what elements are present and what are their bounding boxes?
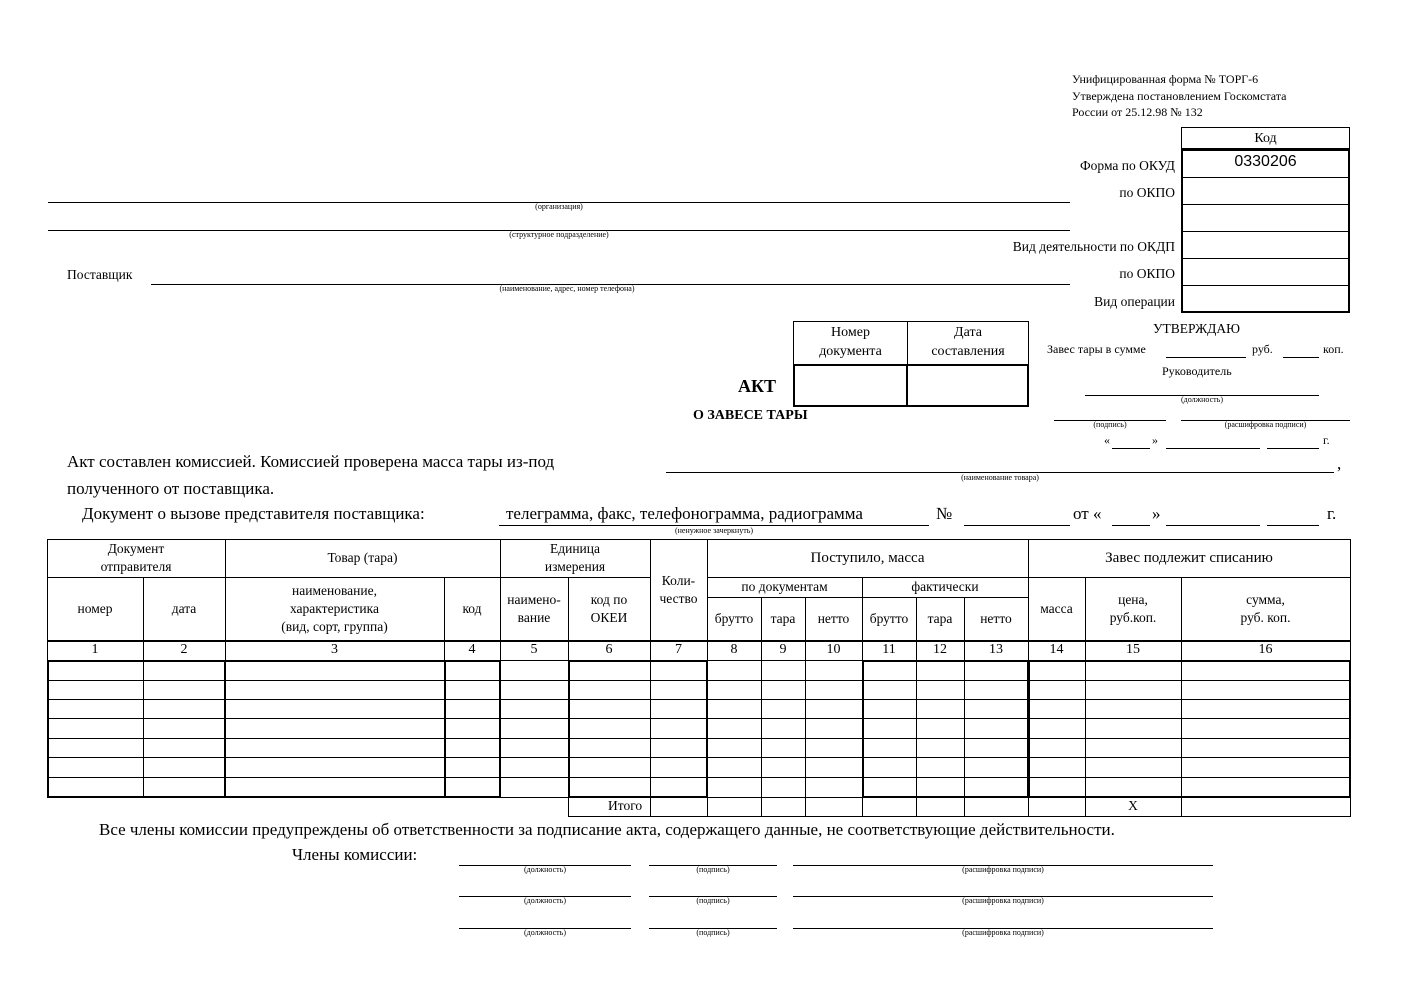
tare-sum-kop-line[interactable]	[1283, 357, 1319, 358]
rub-label: руб.	[1252, 342, 1273, 356]
act-statement-line2: полученного от поставщика.	[67, 479, 275, 498]
col-quantity-header: Коли- чество	[659, 572, 698, 606]
supplier-label: Поставщик	[67, 267, 133, 282]
doc-date-header: Дата составления	[907, 321, 1029, 365]
column-number: 8	[730, 642, 738, 658]
head-label: Руководитель	[1162, 364, 1232, 378]
kop-label: коп.	[1323, 342, 1344, 356]
column-number: 5	[530, 642, 538, 658]
call-number-line[interactable]	[964, 525, 1070, 526]
call-quote-close: »	[1152, 504, 1161, 523]
okud-code-value[interactable]: 0330206	[1234, 153, 1297, 170]
col-date-header: дата	[171, 600, 197, 616]
col-net-actual-header: нетто	[980, 610, 1012, 626]
col-unit-header: Единица измерения	[544, 540, 606, 574]
tare-sum-rub-line[interactable]	[1166, 357, 1246, 358]
subdivision-caption: (структурное подразделение)	[509, 230, 609, 239]
act-title: АКТ	[738, 376, 777, 396]
member-position-caption: (должность)	[524, 928, 566, 937]
supplier-caption: (наименование, адрес, номер телефона)	[499, 284, 635, 293]
col-received-header: Поступило, масса	[810, 549, 925, 566]
column-number: 15	[1126, 642, 1140, 658]
doc-date-value[interactable]	[906, 364, 1029, 407]
supplier-okpo-label: по ОКПО	[1119, 266, 1175, 281]
column-number: 12	[933, 642, 947, 658]
codes-box	[1181, 149, 1350, 313]
doc-number-value[interactable]	[793, 364, 908, 407]
call-document-label: Документ о вызове представителя поставщика:	[82, 504, 425, 523]
goods-name-caption: (наименование товара)	[961, 473, 1039, 482]
col-unit-name-header: наимено- вание	[507, 591, 561, 625]
call-year-label: г.	[1327, 504, 1337, 523]
okpo-label: по ОКПО	[1119, 185, 1175, 200]
head-signature-caption: (подпись)	[1093, 420, 1127, 429]
column-number: 3	[331, 642, 338, 658]
col-goods-header: Товар (тара)	[327, 549, 398, 565]
member-decode-caption: (расшифровка подписи)	[962, 896, 1044, 905]
act-statement-line1: Акт составлен комиссией. Комиссией проверена масса тары из-под	[67, 452, 555, 471]
from-label: от «	[1073, 504, 1102, 523]
member-signature-caption: (подпись)	[696, 928, 730, 937]
col-sum-header: сумма, руб. коп.	[1240, 591, 1291, 625]
col-actual-header: фактически	[911, 578, 979, 594]
col-sender-doc-header: Документ отправителя	[100, 540, 172, 574]
head-decode-caption: (расшифровка подписи)	[1224, 420, 1307, 429]
member-decode-caption: (расшифровка подписи)	[962, 928, 1044, 937]
col-number-header: номер	[77, 600, 113, 616]
strike-caption: (ненужное зачеркнуть)	[674, 526, 754, 535]
operation-type-label: Вид операции	[1094, 294, 1175, 309]
column-number: 13	[989, 642, 1003, 658]
form-name: Унифицированная форма № ТОРГ-6	[1072, 72, 1259, 86]
col-tare-docs-header: тара	[770, 610, 796, 626]
approve-day-line[interactable]	[1112, 448, 1150, 449]
col-writeoff-header: Завес подлежит списанию	[1105, 549, 1273, 566]
call-day-line[interactable]	[1112, 525, 1150, 526]
call-month-line[interactable]	[1166, 525, 1260, 526]
col-by-docs-header: по документам	[741, 578, 828, 594]
col-okei-header: код по ОКЕИ	[590, 591, 628, 625]
column-number: 7	[675, 642, 682, 658]
member-decode-caption: (расшифровка подписи)	[962, 865, 1044, 874]
tare-sum-label: Завес тары в сумме	[1047, 342, 1146, 356]
column-number: 11	[882, 642, 896, 658]
commission-members-label: Члены комиссии:	[292, 845, 418, 864]
column-number: 1	[91, 642, 99, 658]
head-position-caption: (должность)	[1181, 395, 1223, 404]
column-number: 6	[605, 642, 613, 658]
total-label: Итого	[608, 798, 643, 813]
organization-caption: (организация)	[535, 202, 583, 211]
approve-month-line[interactable]	[1166, 448, 1260, 449]
doc-number-header: Номер документа	[793, 321, 908, 365]
total-price-x: X	[1128, 798, 1138, 814]
member-position-caption: (должность)	[524, 896, 566, 905]
approve-quote-close: »	[1152, 433, 1158, 447]
number-sign: №	[936, 504, 953, 523]
col-tare-actual-header: тара	[927, 610, 953, 626]
column-number: 10	[826, 642, 841, 658]
codes-title: Код	[1181, 127, 1350, 149]
column-number: 9	[779, 642, 787, 658]
approve-title: УТВЕРЖДАЮ	[1153, 321, 1241, 336]
column-number: 2	[180, 642, 188, 658]
act-subtitle: О ЗАВЕСЕ ТАРЫ	[693, 408, 808, 423]
member-position-caption: (должность)	[524, 865, 566, 874]
member-signature-caption: (подпись)	[696, 896, 730, 905]
column-number: 4	[468, 642, 476, 658]
column-number: 14	[1049, 642, 1064, 658]
approve-year-label: г.	[1323, 433, 1330, 447]
okud-label: Форма по ОКУД	[1079, 158, 1175, 173]
col-gross-docs-header: брутто	[714, 610, 754, 626]
col-gross-actual-header: брутто	[869, 610, 909, 626]
okdp-label: Вид деятельности по ОКДП	[1012, 239, 1175, 254]
form-approval: Утверждена постановлением Госкомстата	[1072, 89, 1287, 103]
column-number: 16	[1258, 642, 1273, 658]
approve-year-line[interactable]	[1267, 448, 1319, 449]
col-mass-header: масса	[1040, 600, 1073, 616]
call-year-line[interactable]	[1267, 525, 1319, 526]
approve-quote-open: «	[1104, 433, 1110, 447]
member-signature-caption: (подпись)	[696, 865, 730, 874]
form-approval-date: России от 25.12.98 № 132	[1072, 105, 1203, 119]
goods-comma: ,	[1337, 454, 1342, 473]
col-code-header: код	[462, 600, 482, 616]
call-document-types[interactable]: телеграмма, факс, телефонограмма, радиограмма	[506, 504, 863, 523]
col-price-header: цена, руб.коп.	[1109, 591, 1157, 625]
liability-warning: Все члены комиссии предупреждены об ответственности за подписание акта, содержащего данные, не соответствующие действительности.	[99, 820, 1115, 839]
col-name-header: наименование, характеристика (вид, сорт, группа)	[281, 582, 388, 635]
col-net-docs-header: нетто	[817, 610, 850, 626]
